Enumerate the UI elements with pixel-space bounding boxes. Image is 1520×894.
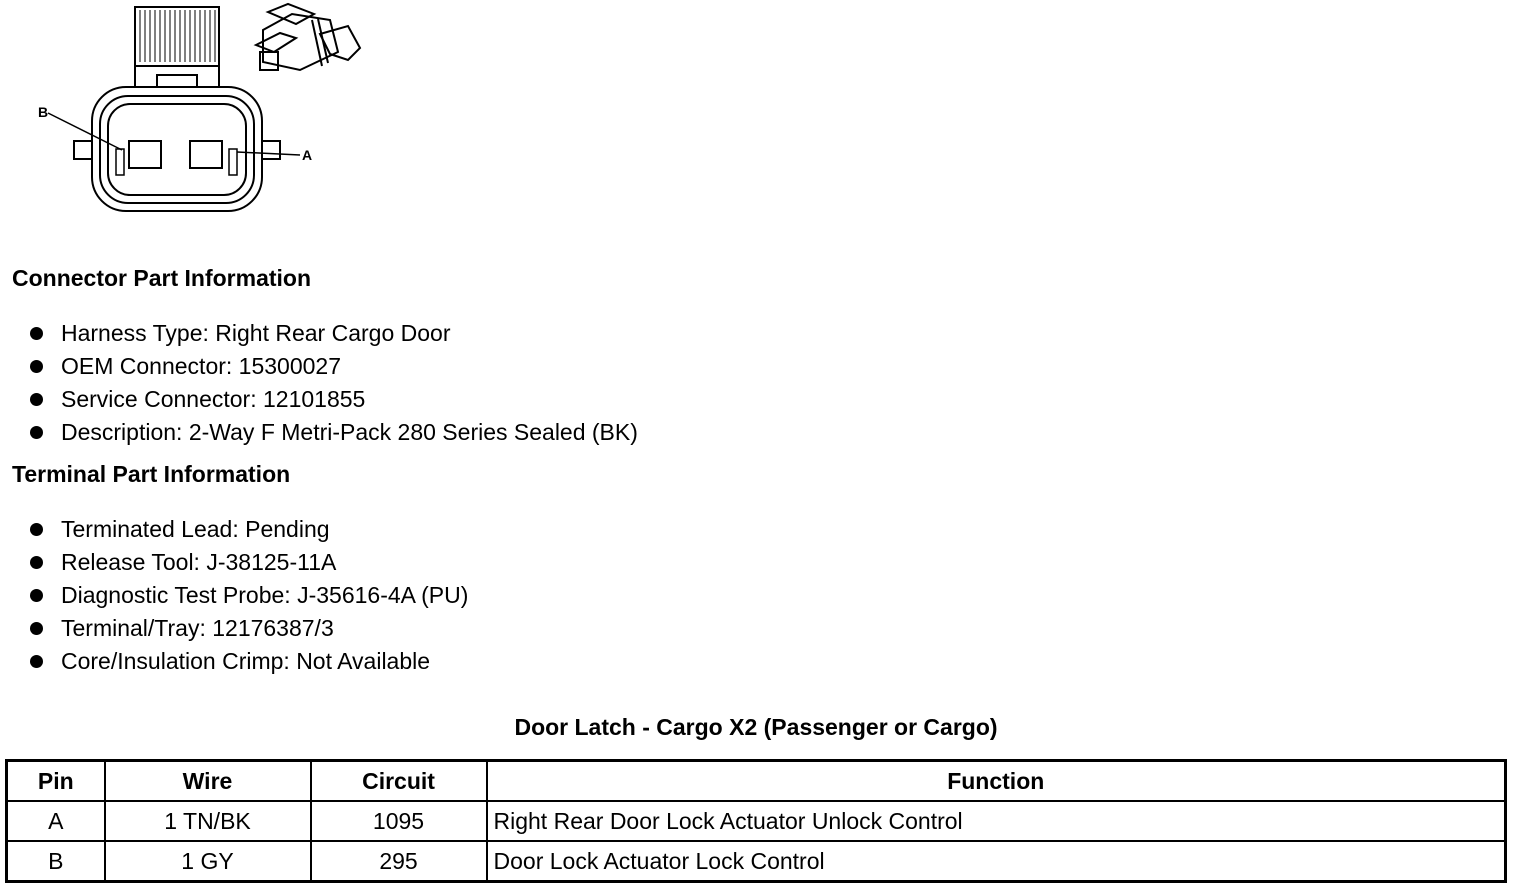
column-header-circuit: Circuit <box>311 761 487 802</box>
column-header-wire: Wire <box>105 761 311 802</box>
list-item: Terminated Lead: Pending <box>30 513 468 546</box>
pin-table <box>5 759 1507 883</box>
circuit-cell: 1095 <box>311 801 487 841</box>
list-item: Release Tool: J-38125-11A <box>30 546 468 579</box>
connector-part-list <box>30 317 638 449</box>
list-item: Description: 2-Way F Metri-Pack 280 Series Sealed (BK) <box>30 416 638 449</box>
column-header-pin: Pin <box>7 761 105 802</box>
list-item: Terminal/Tray: 12176387/3 <box>30 612 468 645</box>
list-item: Diagnostic Test Probe: J-35616-4A (PU) <box>30 579 468 612</box>
list-item: Harness Type: Right Rear Cargo Door <box>30 317 638 350</box>
terminal-part-list <box>30 513 468 678</box>
circuit-cell: 295 <box>311 841 487 882</box>
connector-diagram <box>30 0 370 220</box>
connector-part-heading: Connector Part Information <box>12 265 312 291</box>
pin-b-label: B <box>38 104 49 120</box>
table-row <box>7 801 1506 841</box>
pin-cell: B <box>7 841 105 882</box>
list-item: Service Connector: 12101855 <box>30 383 638 416</box>
wire-cell: 1 TN/BK <box>105 801 311 841</box>
column-header-function: Function <box>487 761 1506 802</box>
table-header-row <box>7 761 1506 802</box>
pin-cell: A <box>7 801 105 841</box>
function-cell: Right Rear Door Lock Actuator Unlock Control <box>487 801 1506 841</box>
table-row <box>7 841 1506 882</box>
table-title: Door Latch - Cargo X2 (Passenger or Cargo) <box>514 714 998 740</box>
list-item: OEM Connector: 15300027 <box>30 350 638 383</box>
wire-cell: 1 GY <box>105 841 311 882</box>
function-cell: Door Lock Actuator Lock Control <box>487 841 1506 882</box>
pin-a-label: A <box>302 147 313 163</box>
terminal-part-heading: Terminal Part Information <box>12 461 291 487</box>
list-item: Core/Insulation Crimp: Not Available <box>30 645 468 678</box>
